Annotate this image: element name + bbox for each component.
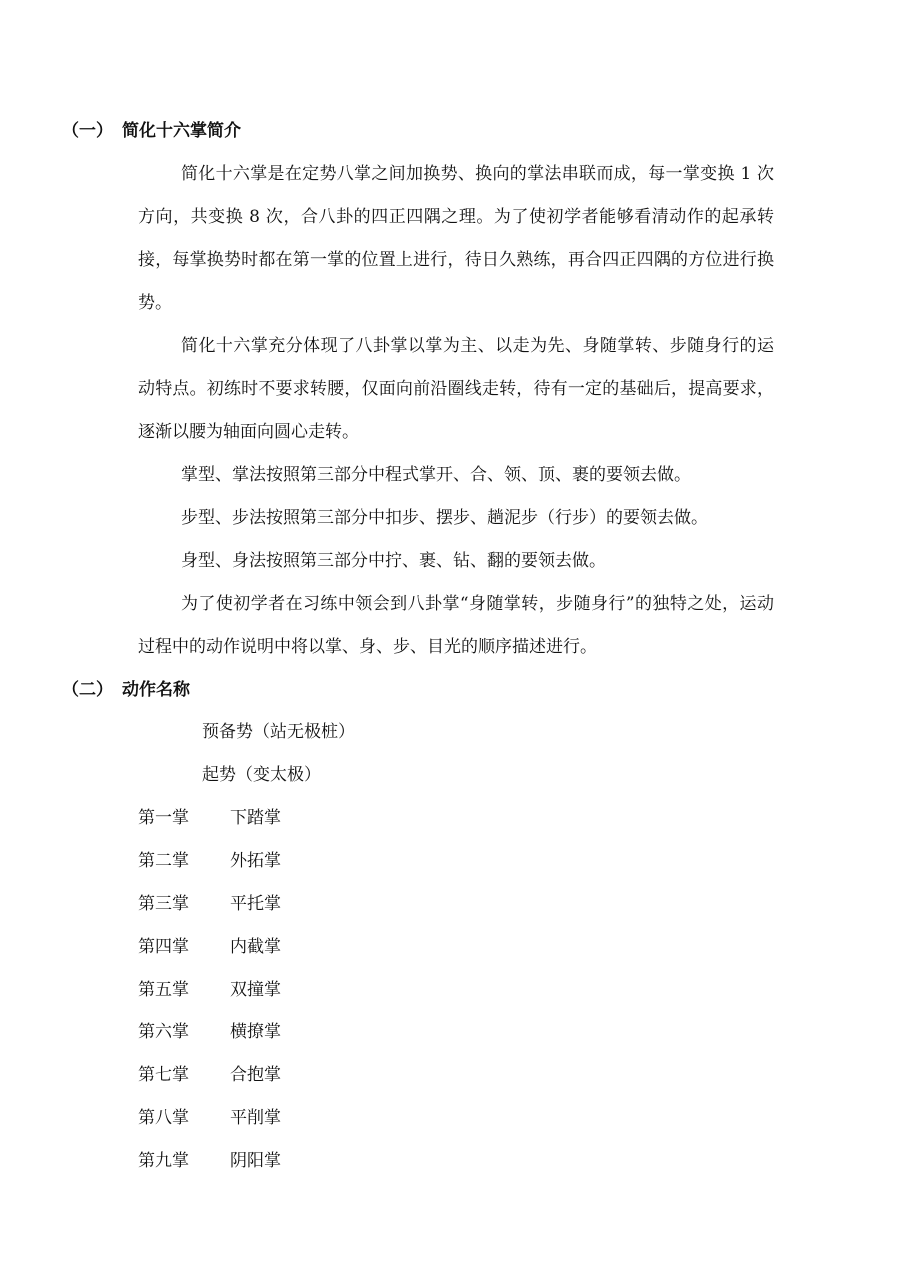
section-title: 动作名称 bbox=[122, 680, 190, 700]
palm-number: 第五掌 bbox=[138, 980, 189, 1000]
palm-name: 阴阳掌 bbox=[230, 1151, 281, 1171]
palm-name: 横撩掌 bbox=[230, 1022, 281, 1042]
palm-number: 第四掌 bbox=[138, 937, 189, 957]
palm-list-item bbox=[138, 849, 281, 873]
section-number: （一） bbox=[62, 121, 113, 141]
palm-list-item bbox=[138, 892, 281, 916]
palm-name: 下踏掌 bbox=[230, 808, 281, 828]
palm-number: 第三掌 bbox=[138, 894, 189, 914]
palm-name: 平削掌 bbox=[230, 1108, 281, 1128]
intro-paragraph-3: 掌型、掌法按照第三部分中程式掌开、合、领、顶、裹的要领去做。 bbox=[181, 465, 691, 485]
palm-number: 第六掌 bbox=[138, 1022, 189, 1042]
palm-name: 外拓掌 bbox=[230, 851, 281, 871]
palm-list-item bbox=[138, 1063, 281, 1087]
section-heading-names bbox=[62, 678, 190, 702]
intro-paragraph-1: 简化十六掌是在定势八掌之间加换势、换向的掌法串联而成，每一掌变换 1 次方向，共变换 8 次，合八卦的四正四隅之理。为了使初学者能够看清动作的起承转接，每掌换势时都在第一掌的位置上进行，待日久熟练，再合四正四隅的方位进行换势。 bbox=[138, 164, 774, 313]
palm-list-item bbox=[138, 935, 281, 959]
palm-number: 第九掌 bbox=[138, 1151, 189, 1171]
intro-paragraph-4: 步型、步法按照第三部分中扣步、摆步、趟泥步（行步）的要领去做。 bbox=[181, 508, 708, 528]
section-heading-intro bbox=[62, 119, 241, 143]
palm-number: 第一掌 bbox=[138, 808, 189, 828]
palm-name: 平托掌 bbox=[230, 894, 281, 914]
palm-list-item bbox=[138, 1149, 281, 1173]
palm-name: 双撞掌 bbox=[230, 980, 281, 1000]
palm-list-item bbox=[138, 806, 281, 830]
section-number: （二） bbox=[62, 680, 113, 700]
palm-name: 内截掌 bbox=[230, 937, 281, 957]
palm-name: 合抱掌 bbox=[230, 1065, 281, 1085]
section-title: 简化十六掌简介 bbox=[122, 121, 241, 141]
palm-list-item bbox=[138, 1106, 281, 1130]
palm-number: 第二掌 bbox=[138, 851, 189, 871]
palm-list-item bbox=[138, 1020, 281, 1044]
intro-paragraph-5: 身型、身法按照第三部分中拧、裹、钻、翻的要领去做。 bbox=[181, 551, 606, 571]
palm-list-item bbox=[138, 978, 281, 1002]
intro-paragraph-2: 简化十六掌充分体现了八卦掌以掌为主、以走为先、身随掌转、步随身行的运动特点。初练时不要求转腰，仅面向前沿圈线走转，待有一定的基础后，提高要求，逐渐以腰为轴面向圆心走转。 bbox=[138, 336, 774, 442]
intro-paragraph-6: 为了使初学者在习练中领会到八卦掌“身随掌转，步随身行”的独特之处，运动过程中的动作说明中将以掌、身、步、目光的顺序描述进行。 bbox=[138, 594, 774, 657]
preparatory-item: 预备势（站无极桩） bbox=[202, 722, 355, 742]
preparatory-item: 起势（变太极） bbox=[202, 765, 321, 785]
palm-number: 第七掌 bbox=[138, 1065, 189, 1085]
palm-number: 第八掌 bbox=[138, 1108, 189, 1128]
